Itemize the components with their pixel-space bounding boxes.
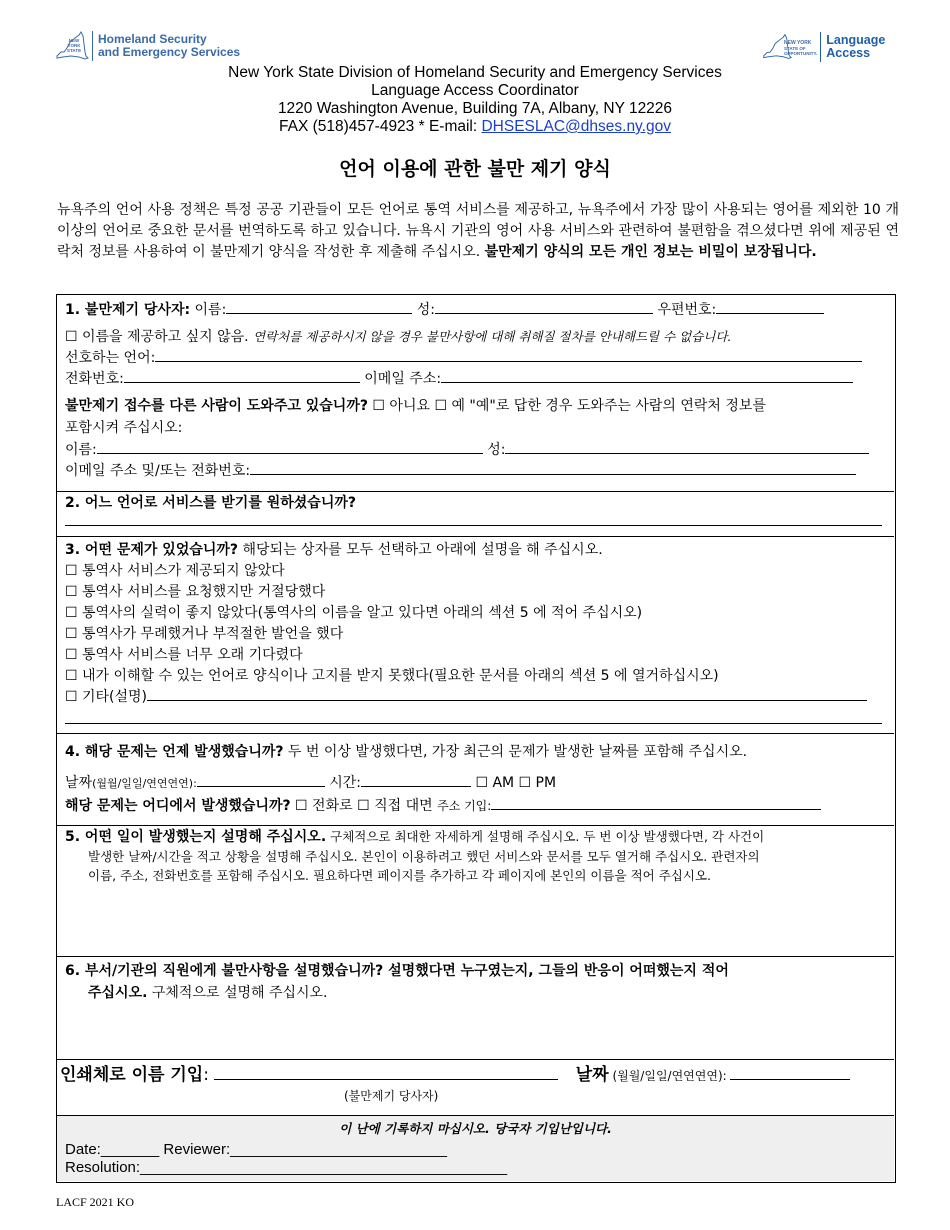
helper-options[interactable]: ☐ 아니요 ☐ 예 "예"로 답한 경우 도와주는 사람의 연락처 정보를	[367, 398, 766, 414]
problem-other-field[interactable]	[147, 688, 867, 701]
problem-other-row	[65, 688, 886, 706]
logo-state-line: NEW	[68, 38, 80, 43]
first-name-label: 이름:	[190, 302, 227, 318]
s1-language-row	[65, 349, 886, 367]
section-2	[57, 492, 894, 537]
date-format: (월월/일일/연연연연):	[92, 777, 197, 790]
logo-text-line: and Emergency Services	[98, 45, 241, 59]
s4-instruction: 두 번 이상 발생했다면, 가장 최근의 문제가 발생한 날짜를 포함해 주십시오.	[283, 744, 748, 760]
email-link[interactable]: DHSESLAC@dhses.ny.gov	[481, 118, 671, 135]
s6-heading-1: 6. 부서/기관의 직원에게 불만사항을 설명했습니까? 설명했다면 누구였는지, 그들의 반응이 어떠했는지 적어	[65, 963, 729, 979]
s1-heading: 1. 불만제기 당사자:	[65, 302, 191, 318]
last-name-label: 성:	[412, 302, 435, 318]
date-label: 날짜	[65, 775, 93, 791]
zip-field[interactable]	[716, 301, 824, 314]
incident-date-field[interactable]	[197, 774, 325, 787]
page-title: 언어 이용에 관한 불만 제기 양식	[339, 158, 611, 180]
logo-state-line: STATE OF	[784, 45, 806, 51]
problem-option[interactable]: ☐ 통역사 서비스를 너무 오래 기다렸다	[65, 647, 303, 663]
s1-helper-cont: 포함시켜 주십시오:	[65, 420, 183, 436]
helper-contact-field[interactable]	[250, 462, 856, 475]
intro-text: 뉴욕주의 언어 사용 정책은 특정 공공 기관들이 모든 언어로 통역 서비스를 제공하고, 뉴욕주에서 가장 많이 사용되는 영어를 제외한 10 개 이상의 언어로 중요한 문서를 번역하도록 하고 있습니다. 뉴욕시 기관의 영어 사용 서비스와 관련하여 불편함을 겪으셨다면 위에 제공된 연락처 정보를 사용하여 이 불만제기 양식을 작성한 후 제출해 주십시오.	[57, 202, 899, 260]
sign-date-format: (월월/일일/연연연연):	[608, 1069, 731, 1083]
s6-heading-2: 주십시오.	[88, 985, 148, 1001]
agency-name: New York State Division of Homeland Security and Emergency Services	[228, 64, 722, 81]
logo-text-line: Homeland Security	[98, 32, 207, 46]
office-date-reviewer-row	[65, 1141, 886, 1159]
s1-helper-contact-row	[65, 462, 886, 480]
pm-checkbox[interactable]: ☐ PM	[514, 775, 557, 791]
s4-heading: 4. 해당 문제는 언제 발생했습니까?	[65, 744, 284, 760]
sign-date-field[interactable]	[730, 1067, 850, 1080]
s1-anonymous-row	[65, 328, 886, 346]
phone-label: 전화번호:	[65, 371, 124, 387]
problem-option[interactable]: ☐ 통역사 서비스를 요청했지만 거절당했다	[65, 584, 326, 600]
agency-header	[0, 64, 950, 136]
s2-heading: 2. 어느 언어로 서비스를 받기를 원하셨습니까?	[65, 495, 356, 511]
last-name-field[interactable]	[435, 301, 653, 314]
anonymous-checkbox[interactable]: ☐ 이름을 제공하고 싶지 않음.	[65, 329, 254, 345]
s6-instruction: 구체적으로 설명해 주십시오.	[147, 985, 328, 1001]
where-question: 해당 문제는 어디에서 발생했습니까?	[65, 798, 291, 814]
problem-option[interactable]: ☐ 통역사가 무례했거나 부적절한 발언을 했다	[65, 626, 344, 642]
coordinator-title: Language Access Coordinator	[371, 82, 579, 99]
problem-other-field-2[interactable]	[65, 723, 882, 724]
print-name-caption: (불만제기 당사자)	[344, 1089, 439, 1103]
logo-text-line: Access	[826, 46, 871, 60]
preferred-language-label: 선호하는 언어:	[65, 350, 156, 366]
address-field[interactable]	[491, 797, 821, 810]
section-1	[57, 295, 894, 492]
zip-label: 우편번호:	[653, 302, 717, 318]
s5-instruction-2: 발생한 날짜/시간을 적고 상황을 설명해 주십시오. 본인이 이용하려고 했던 서비스와 문서를 모두 열거해 주십시오. 관련자의	[88, 849, 760, 864]
intro-confidential: 불만제기 양식의 모든 개인 정보는 비밀이 보장됩니다.	[484, 244, 817, 260]
logo-state-line: YORK	[67, 43, 81, 48]
where-options[interactable]: ☐ 전화로 ☐ 직접 대면	[290, 798, 438, 814]
helper-question: 불만제기 접수를 다른 사람이 도와주고 있습니까?	[65, 398, 368, 414]
s1-contact-row	[65, 370, 886, 388]
s4-where-row	[65, 797, 886, 815]
print-name-label: 인쇄체로 이름 기입	[60, 1065, 204, 1085]
section-3	[57, 537, 894, 734]
preferred-language-field[interactable]	[155, 349, 862, 362]
problem-option[interactable]: ☐ 통역사 서비스가 제공되지 않았다	[65, 563, 285, 579]
language-access-logo	[762, 32, 885, 62]
s5-instruction-1: 구체적으로 최대한 자세하게 설명해 주십시오. 두 번 이상 발생했다면, 각 사건이	[326, 829, 765, 844]
helper-last-label: 성:	[482, 442, 506, 458]
s4-date-row	[65, 774, 886, 793]
contact-line	[0, 118, 950, 136]
section-6	[57, 957, 894, 1060]
s5-heading: 5. 어떤 일이 발생했는지 설명해 주십시오.	[65, 829, 327, 845]
helper-last-field[interactable]	[505, 441, 869, 454]
logo-state-line: OPPORTUNITY.	[784, 50, 818, 56]
helper-first-field[interactable]	[97, 441, 483, 454]
phone-field[interactable]	[124, 370, 360, 383]
helper-first-label: 이름:	[65, 442, 97, 458]
signature-row: 인쇄체로 이름 기입: 날짜 (월월/일일/연연연연):	[60, 1065, 886, 1086]
problem-other-option[interactable]: ☐ 기타(설명)	[65, 689, 148, 705]
s3-instruction: 해당되는 상자를 모두 선택하고 아래에 설명을 해 주십시오.	[238, 542, 603, 558]
intro-paragraph	[57, 200, 899, 263]
office-resolution: Resolution:____________________________________________	[65, 1159, 508, 1176]
email-field[interactable]	[441, 370, 853, 383]
sign-date-label: 날짜	[575, 1065, 609, 1085]
logo-state-line: STATE	[67, 48, 82, 53]
office-reviewer: Reviewer:__________________________	[163, 1141, 448, 1158]
logo-state-line: NEW YORK	[784, 39, 812, 46]
dhses-logo	[55, 30, 240, 62]
first-name-field[interactable]	[226, 301, 412, 314]
print-name-field[interactable]	[214, 1065, 558, 1080]
section-5	[57, 826, 894, 957]
s5-instruction-3: 이름, 주소, 전화번호를 포함해 주십시오. 필요하다면 페이지를 추가하고 각 페이지에 본인의 이름을 적어 주십시오.	[88, 868, 711, 883]
anonymous-note: 연락처를 제공하시지 않을 경우 불만사항에 대해 취해질 절차를 안내해드릴 수 없습니다.	[253, 329, 732, 344]
office-date: Date:_______	[65, 1141, 164, 1158]
s1-helper-name-row	[65, 441, 886, 459]
section-4	[57, 734, 894, 826]
s1-name-row	[65, 301, 886, 319]
signature-section	[57, 1060, 894, 1116]
agency-address: 1220 Washington Avenue, Building 7A, Albany, NY 12226	[277, 100, 673, 117]
office-use-note: 이 난에 기록하지 마십시오. 당국자 기입난입니다.	[339, 1121, 612, 1136]
s2-answer-field[interactable]	[65, 525, 882, 526]
s3-heading: 3. 어떤 문제가 있었습니까?	[65, 542, 239, 558]
office-use-section	[57, 1116, 894, 1181]
incident-time-field[interactable]	[361, 774, 471, 787]
address-label: 주소 기입:	[437, 799, 492, 813]
complaint-form	[56, 294, 896, 1183]
s1-helper-row	[65, 397, 886, 415]
problem-option[interactable]: ☐ 내가 이해할 수 있는 언어로 양식이나 고지를 받지 못했다(필요한 문서를 아래의 섹션 5 에 열거하십시오)	[65, 668, 719, 684]
am-checkbox[interactable]: ☐ AM	[471, 775, 515, 791]
problem-option[interactable]: ☐ 통역사의 실력이 좋지 않았다(통역사의 이름을 알고 있다면 아래의 섹션 5 에 적어 주십시오)	[65, 605, 643, 621]
time-label: 시간:	[324, 775, 361, 791]
logo-text-line: Language	[826, 33, 886, 47]
email-label: 이메일 주소:	[359, 371, 442, 387]
fax-text: FAX (518)457-4923 * E-mail:	[279, 118, 482, 135]
form-code: LACF 2021 KO	[56, 1195, 135, 1209]
helper-contact-label: 이메일 주소 및/또는 전화번호:	[65, 463, 251, 479]
